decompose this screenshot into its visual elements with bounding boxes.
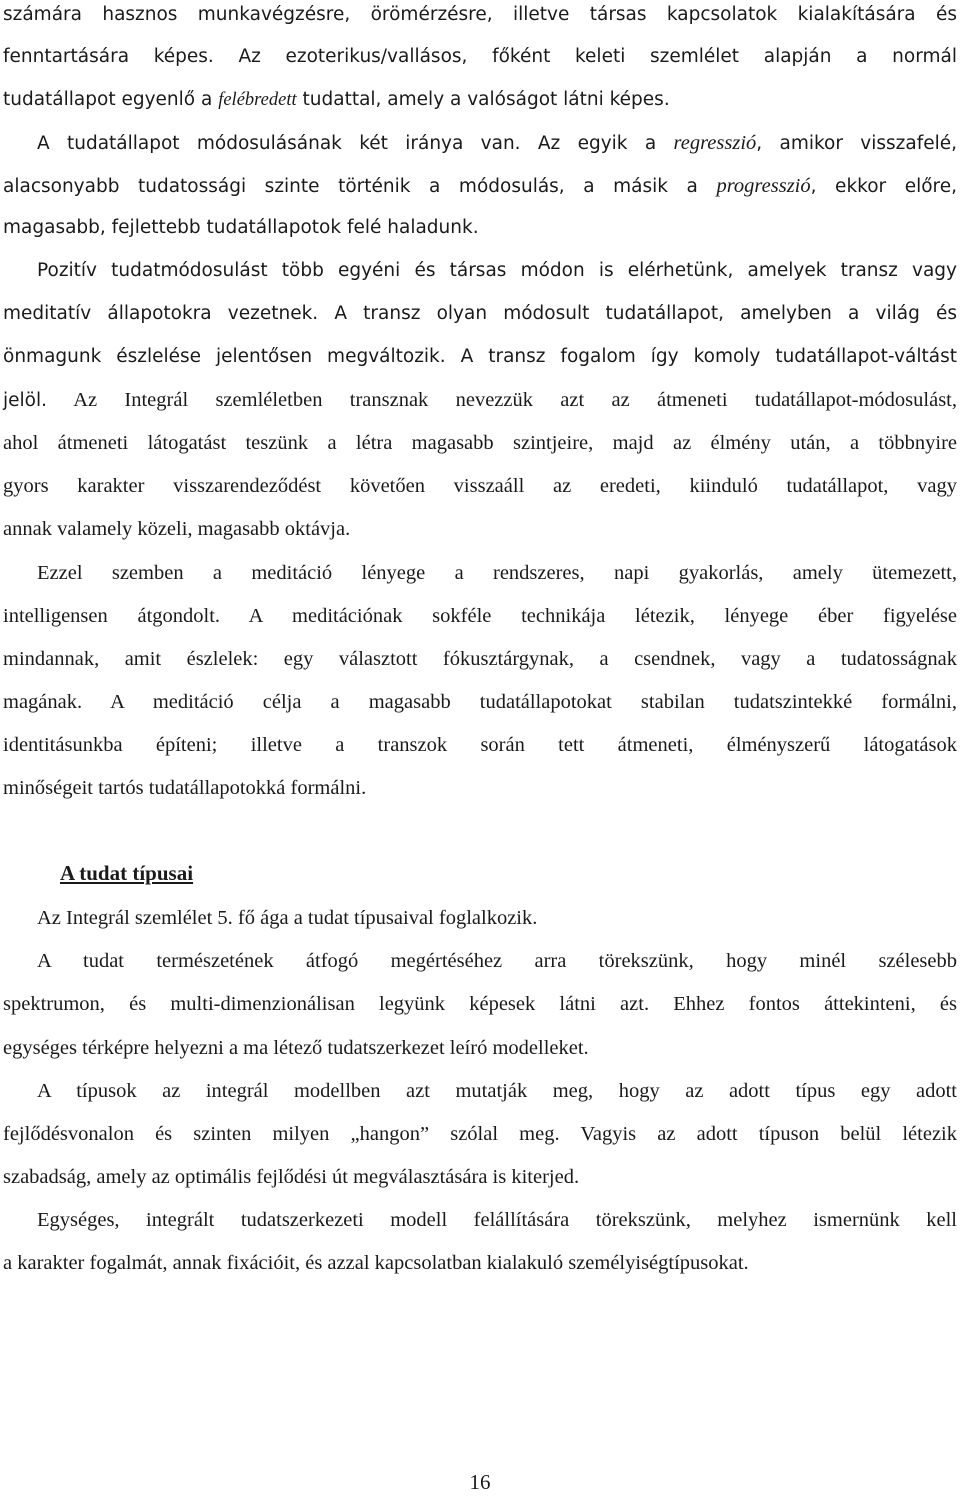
text-line: magának. A meditáció célja a magasabb tudatállapotokat stabilan tudatszintekké formálni, — [3, 691, 957, 713]
text-run: alacsonyabb tudatossági szinte történik a módosulás, a másik a — [3, 176, 717, 197]
text-line: a karakter fogalmát, annak fixációit, és azzal kapcsolatban kialakuló személyiségtípusokat. — [3, 1252, 749, 1274]
text-line: Az Integrál szemlélet 5. fő ága a tudat típusaival foglalkozik. — [37, 907, 538, 929]
text-line: ahol átmeneti látogatást teszünk a létra magasabb szintjeire, majd az élmény után, a többnyire — [3, 432, 957, 454]
text-run: jelöl. — [3, 390, 48, 411]
text-line: A tudat természetének átfogó megértéséhez arra törekszünk, hogy minél szélesebb — [37, 950, 957, 972]
text-line: minőségeit tartós tudatállapotokká formálni. — [3, 777, 367, 799]
text-run: A tudatállapot módosulásának két iránya van. — [37, 133, 538, 154]
text-line: gyors karakter visszarendeződést követően visszaáll az eredeti, kiinduló tudatállapot, vagy — [3, 475, 957, 497]
text-line: identitásunkba építeni; illetve a transzok során tett átmeneti, élményszerű látogatások — [3, 734, 957, 756]
text-run: Az egyik a — [537, 133, 674, 154]
text-line: A típusok az integrál modellben azt mutatják meg, hogy az adott típus egy adott — [37, 1080, 957, 1102]
italic-term: felébredett — [218, 90, 297, 110]
text-line: Ezzel szemben a meditáció lényege a rendszeres, napi gyakorlás, amely ütemezett, — [37, 562, 957, 584]
text-line: annak valamely közeli, magasabb oktávja. — [3, 518, 351, 540]
text-run: tudatállapot egyenlő a — [3, 89, 219, 110]
text-line — [3, 385, 957, 415]
text-run: tudattal, amely a valóságot látni képes. — [296, 89, 670, 110]
italic-term: progresszió — [716, 175, 811, 197]
text-line: szabadság, amely az optimális fejlődési út megválasztására is kiterjed. — [3, 1166, 580, 1188]
text-line — [3, 171, 957, 201]
text-run: , ekkor előre, — [810, 176, 957, 197]
text-line: fejlődésvonalon és szinten milyen „hangon” szólal meg. Vagyis az adott típuson belül létezik — [3, 1123, 957, 1145]
text-line: magasabb, fejlettebb tudatállapotok felé haladunk. — [3, 217, 479, 238]
text-line: Pozitív tudatmódosulást több egyéni és társas módon is elérhetünk, amelyek transz vagy — [37, 260, 957, 281]
text-line: egységes térképre helyezni a ma létező tudatszerkezet leíró modelleket. — [3, 1037, 589, 1059]
text-line: meditatív állapotokra vezetnek. A transz olyan módosult tudatállapot, amelyben a világ és — [3, 303, 957, 324]
text-line: Egységes, integrált tudatszerkezeti modell felállítására törekszünk, melyhez ismernünk kell — [37, 1209, 957, 1231]
section-heading: A tudat típusai — [60, 861, 194, 885]
text-line: számára hasznos munkavégzésre, örömérzésre, illetve társas kapcsolatok kialakítására és — [3, 4, 957, 25]
page-number: 16 — [469, 1470, 491, 1494]
text-line: fenntartására képes. Az ezoterikus/vallásos, főként keleti szemlélet alapján a normál — [3, 46, 957, 67]
text-line: mindannak, amit észlelek: egy választott fókusztárgynak, a csendnek, vagy a tudatosságnak — [3, 648, 957, 670]
text-line — [3, 85, 957, 115]
text-line: spektrumon, és multi-dimenzionálisan legyünk képesek látni azt. Ehhez fontos áttekinteni, és — [3, 993, 957, 1015]
text-run: , amikor visszafelé, — [756, 133, 958, 154]
text-line: intelligensen átgondolt. A meditációnak sokféle technikája létezik, lényege éber figyelése — [3, 605, 957, 627]
text-run: Az Integrál szemléletben transznak nevezzük azt az átmeneti tudatállapot-módosulást, — [47, 389, 957, 411]
italic-term: regresszió — [673, 132, 757, 154]
text-line: önmagunk észlelése jelentősen megváltozik. A transz fogalom így komoly tudatállapot-váltást — [3, 346, 957, 367]
text-line — [37, 128, 957, 158]
